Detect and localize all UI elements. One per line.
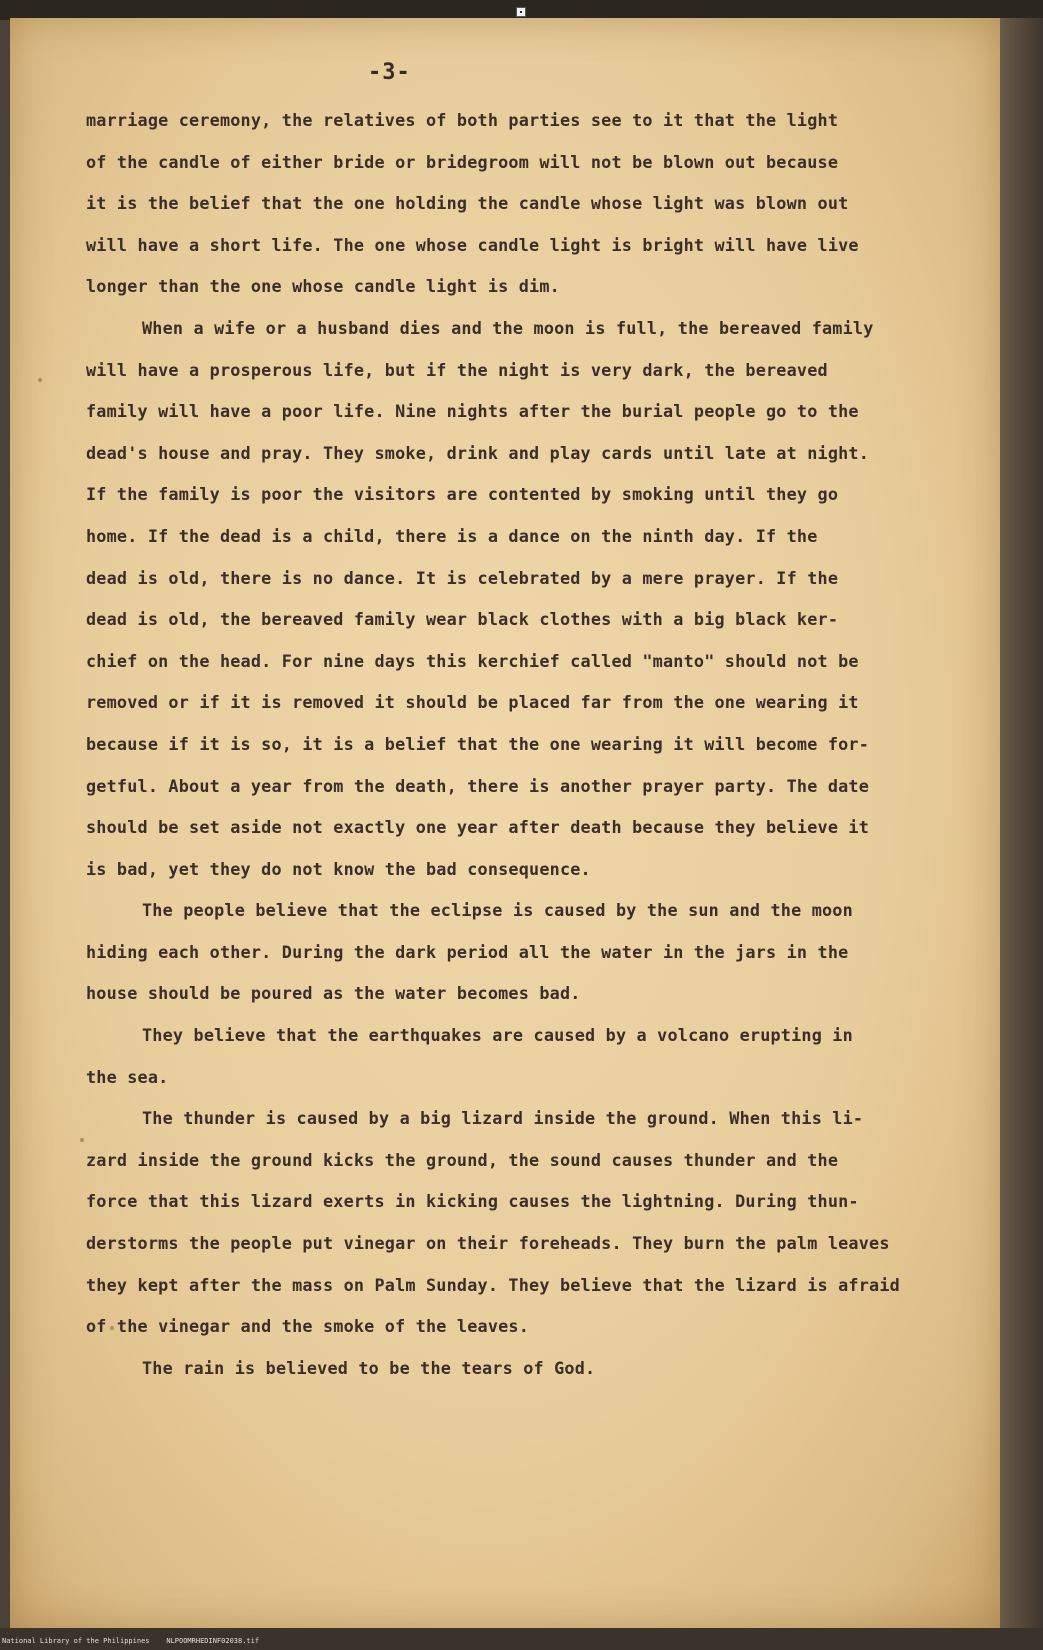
text-line: removed or if it is removed it should be placed far from the one wearing it xyxy=(86,692,859,713)
text-line: dead is old, the bereaved family wear black clothes with a big black ker- xyxy=(86,609,839,630)
paper-speck xyxy=(80,1138,84,1142)
text-line: getful. About a year from the death, there is another prayer party. The date xyxy=(86,775,870,796)
text-line: home. If the dead is a child, there is a dance on the ninth day. If the xyxy=(86,525,818,546)
paper-speck xyxy=(38,378,42,382)
text-line: of the candle of either bride or bridegroom will not be blown out because xyxy=(86,151,839,172)
text-line: will have a prosperous life, but if the night is very dark, the bereaved xyxy=(86,359,828,380)
text-line: is bad, yet they do not know the bad consequence. xyxy=(86,858,591,879)
page-number: -3- xyxy=(368,60,411,85)
text-line: dead's house and pray. They smoke, drink and play cards until late at night. xyxy=(86,442,870,463)
text-line: If the family is poor the visitors are contented by smoking until they go xyxy=(86,484,839,505)
text-line: marriage ceremony, the relatives of both parties see to it that the light xyxy=(86,110,839,130)
scan-marker-icon xyxy=(516,7,526,17)
text-line: zard inside the ground kicks the ground, the sound causes thunder and the xyxy=(86,1149,839,1170)
text-line: house should be poured as the water becomes bad. xyxy=(86,983,581,1004)
footer-caption: National Library of the Philippines NLPOOMRHEDINF02038.tif xyxy=(2,1637,260,1645)
text-line: The rain is believed to be the tears of God. xyxy=(142,1357,596,1378)
text-line: they kept after the mass on Palm Sunday. They believe that the lizard is afraid xyxy=(86,1274,900,1295)
text-line: because if it is so, it is a belief that the one wearing it will become for- xyxy=(86,733,870,754)
body-text xyxy=(86,100,900,1389)
text-line: They believe that the earthquakes are caused by a volcano erupting in xyxy=(142,1025,853,1046)
text-line: The thunder is caused by a big lizard inside the ground. When this li- xyxy=(142,1108,864,1129)
text-line: of the vinegar and the smoke of the leaves. xyxy=(86,1316,530,1337)
text-line: family will have a poor life. Nine nights after the burial people go to the xyxy=(86,401,859,422)
page-edge xyxy=(1000,18,1043,1628)
text-line: the sea. xyxy=(86,1066,169,1087)
text-line: should be set aside not exactly one year after death because they believe it xyxy=(86,817,870,838)
text-line: derstorms the people put vinegar on their foreheads. They burn the palm leaves xyxy=(86,1233,890,1254)
text-line: longer than the one whose candle light is dim. xyxy=(86,276,560,297)
text-line: force that this lizard exerts in kicking causes the lightning. During thun- xyxy=(86,1191,859,1212)
text-line: chief on the head. For nine days this kerchief called "manto" should not be xyxy=(86,650,859,671)
text-line: hiding each other. During the dark period all the water in the jars in the xyxy=(86,941,849,962)
text-line: it is the belief that the one holding the candle whose light was blown out xyxy=(86,193,849,214)
text-line: will have a short life. The one whose candle light is bright will have live xyxy=(86,234,859,255)
text-line: dead is old, there is no dance. It is celebrated by a mere prayer. If the xyxy=(86,567,839,588)
text-line: The people believe that the eclipse is caused by the sun and the moon xyxy=(142,900,853,921)
text-line: When a wife or a husband dies and the moon is full, the bereaved family xyxy=(142,317,874,338)
